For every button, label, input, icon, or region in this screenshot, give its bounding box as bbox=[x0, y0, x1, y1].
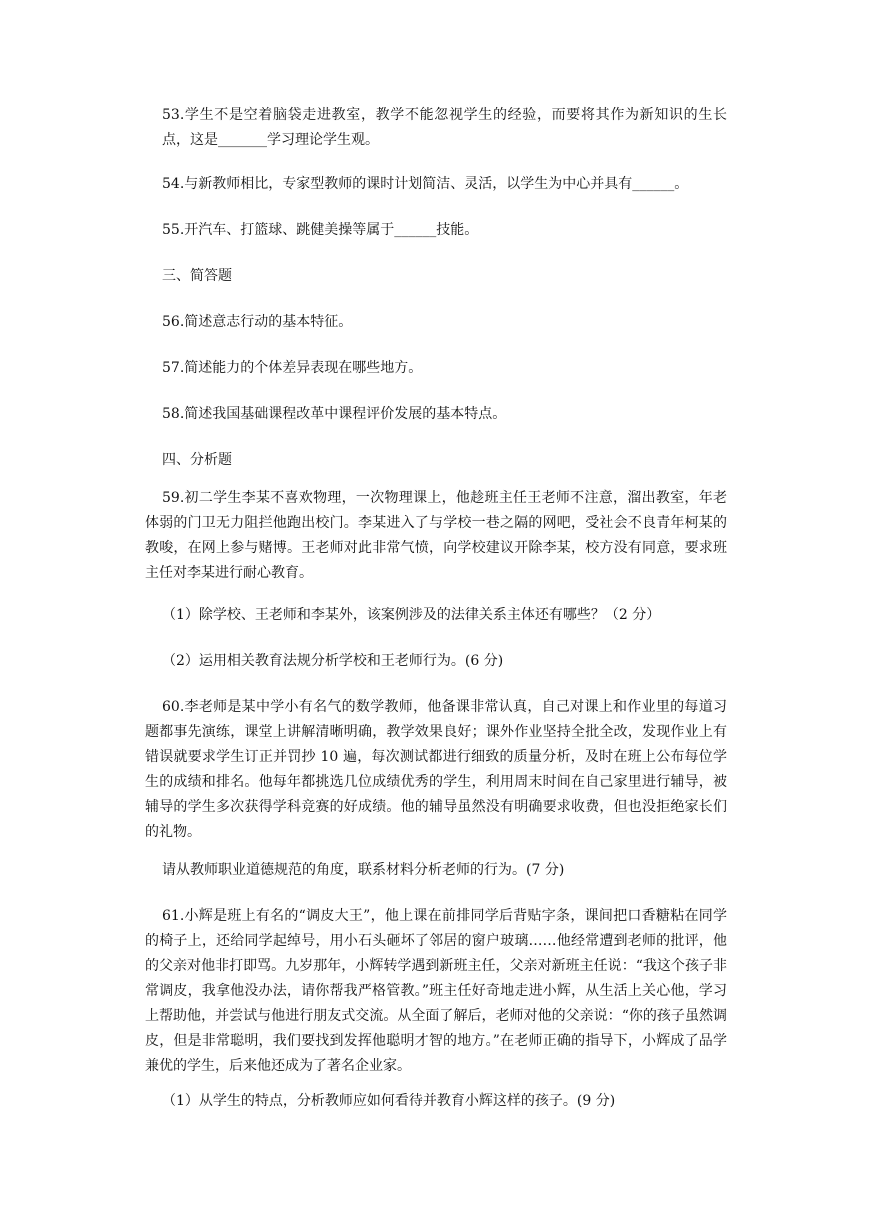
question-56: 56.简述意志行动的基本特征。 bbox=[162, 314, 353, 330]
question-59-part-2: （2）运用相关教育法规分析学校和王老师行为。(6 分) bbox=[162, 653, 504, 669]
question-55: 55.开汽车、打篮球、跳健美操等属于______技能。 bbox=[162, 222, 479, 238]
question-61-part-1: （1）从学生的特点，分析教师应如何看待并教育小辉这样的孩子。(9 分) bbox=[162, 1093, 616, 1109]
section-heading-short-answer: 三、简答题 bbox=[162, 268, 232, 284]
question-59-part-1: （1）除学校、王老师和李某外，该案例涉及的法律关系主体还有哪些？（2 分） bbox=[162, 607, 661, 623]
question-53: 53.学生不是空着脑袋走进教室，教学不能忽视学生的经验，而要将其作为新知识的生长点，这是_______学习理论学生观。 bbox=[162, 107, 727, 148]
section-heading-analysis: 四、分析题 bbox=[162, 452, 232, 468]
question-59: 59.初二学生李某不喜欢物理，一次物理课上，他趁班主任王老师不注意，溜出教室，年老体弱的门卫无力阻拦他跑出校门。李某进入了与学校一巷之隔的网吧，受社会不良青年柯某的教唆，在网上参与赌博。王老师对此非常气愤，向学校建议开除李某，校方没有同意，要求班主任对李某进行耐心教育。 bbox=[145, 490, 727, 581]
question-60: 60.李老师是某中学小有名气的数学教师，他备课非常认真，自己对课上和作业里的每道习题都事先演练，课堂上讲解清晰明确，教学效果良好；课外作业坚持全批全改，发现作业上有错误就要求学生订正并罚抄 10 遍，每次测试都进行细致的质量分析，及时在班上公布每位学生的成绩和排名。他每年都挑选几位成绩优秀的学生，利用周末时间在自己家里进行辅导，被辅导的学生多次获得学科竞赛的好成绩。他的辅导虽然没有明确要求收费，但也没拒绝家长们的礼物。 bbox=[145, 699, 727, 840]
question-57: 57.简述能力的个体差异表现在哪些地方。 bbox=[162, 360, 423, 376]
question-60-prompt: 请从教师职业道德规范的角度，联系材料分析老师的行为。(7 分) bbox=[162, 862, 565, 878]
question-61: 61.小辉是班上有名的“调皮大王”，他上课在前排同学后背贴字条，课间把口香糖粘在同学的椅子上，还给同学起绰号，用小石头砸坏了邻居的窗户玻璃……他经常遭到老师的批评，他的父亲对他非打即骂。九岁那年，小辉转学遇到新班主任，父亲对新班主任说：“我这个孩子非常调皮，我拿他没办法，请你帮我严格管教。”班主任好奇地走进小辉，从生活上关心他，学习上帮助他，并尝试与他进行朋友式交流。从全面了解后，老师对他的父亲说：“你的孩子虽然调皮，但是非常聪明，我们要找到发挥他聪明才智的地方。”在老师正确的指导下，小辉成了品学兼优的学生，后来他还成为了著名企业家。 bbox=[145, 908, 727, 1074]
question-54: 54.与新教师相比，专家型教师的课时计划简洁、灵活，以学生为中心并具有______。 bbox=[162, 176, 689, 192]
question-58: 58.简述我国基础课程改革中课程评价发展的基本特点。 bbox=[162, 406, 507, 422]
